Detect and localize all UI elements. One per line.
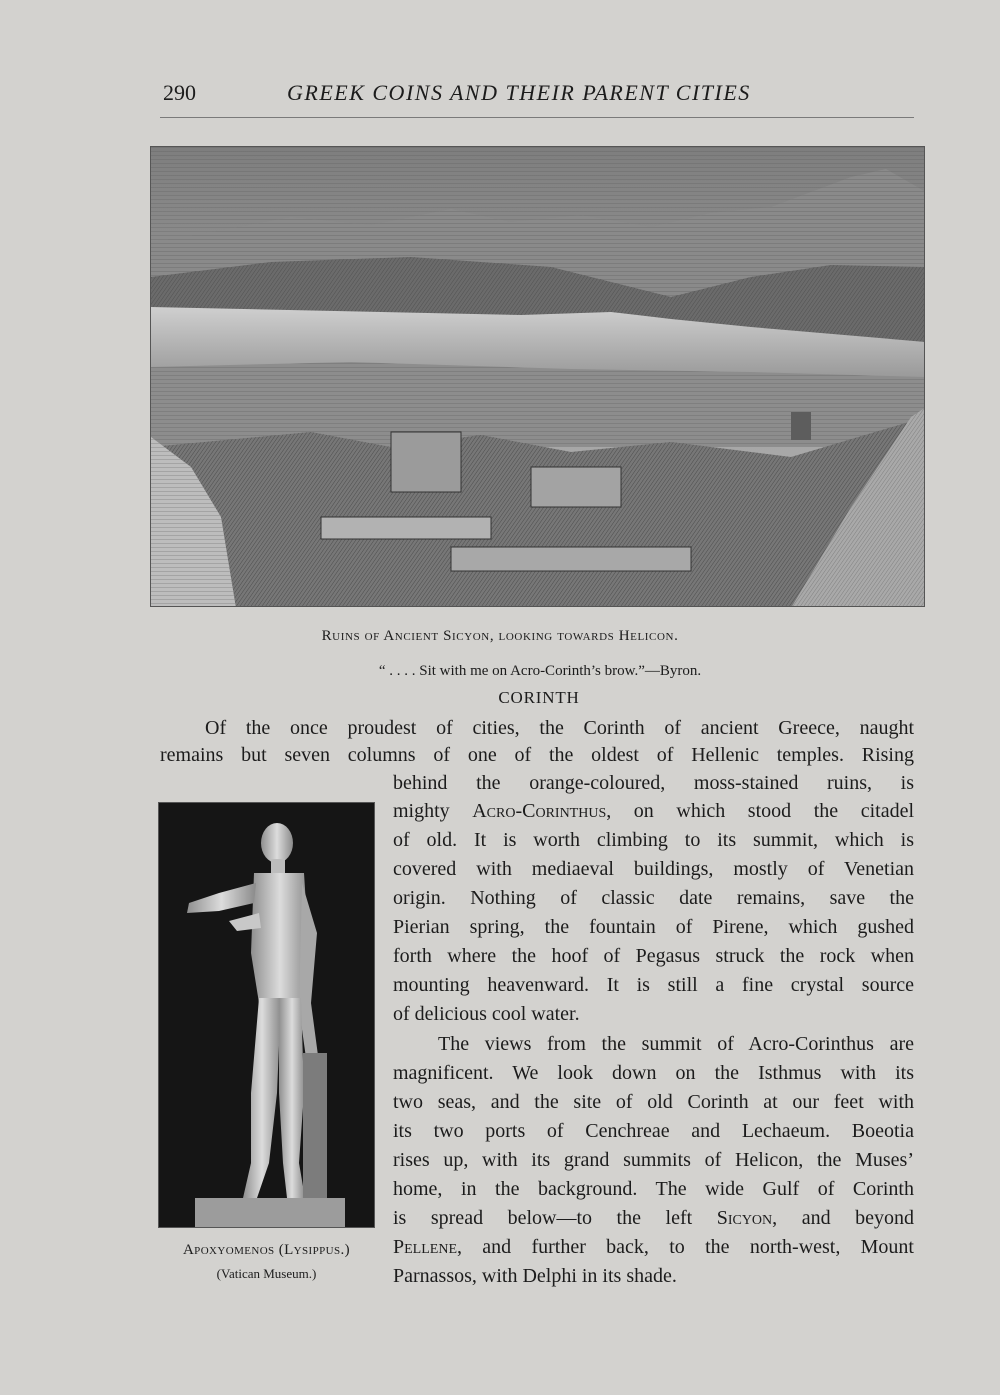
statue-photo xyxy=(158,802,375,1228)
body-line: of old. It is worth climbing to its summit, which is xyxy=(393,829,914,851)
byron-quote: “ . . . . Sit with me on Acro-Corinth’s brow.”—Byron. xyxy=(378,663,702,679)
statue-location: (Vatican Museum.) xyxy=(216,1266,317,1281)
body-text: mighty xyxy=(393,800,473,822)
body-line: remains but seven columns of one of the oldest of Hellenic temples. Rising xyxy=(160,744,914,766)
body-text: , and beyond xyxy=(772,1207,914,1229)
body-line: rises up, with its grand summits of Helicon, the Muses’ xyxy=(393,1149,914,1171)
sicyon-smallcaps: Sicyon xyxy=(716,1207,773,1229)
body-line: Pierian spring, the fountain of Pirene, which gushed xyxy=(393,916,914,938)
body-line: magnificent. We look down on the Isthmus with its xyxy=(393,1062,914,1084)
body-line: Parnassos, with Delphi in its shade. xyxy=(393,1265,677,1287)
body-text: , on which stood the citadel xyxy=(606,800,915,822)
engraving-caption: Ruins of Ancient Sicyon, looking towards Helicon. xyxy=(321,628,679,644)
body-line: home, in the background. The wide Gulf of Corinth xyxy=(393,1178,914,1200)
header-rule xyxy=(160,117,914,118)
body-line xyxy=(393,1205,914,1231)
body-line: two seas, and the site of old Corinth at our feet with xyxy=(393,1091,914,1113)
running-head: GREEK COINS AND THEIR PARENT CITIES xyxy=(287,80,751,105)
body-line: Of the once proudest of cities, the Corinth of ancient Greece, naught xyxy=(205,717,914,739)
page-number: 290 xyxy=(163,80,196,105)
acro-corinthus-smallcaps: Acro-Corinthus xyxy=(472,800,607,822)
body-line: origin. Nothing of classic date remains, save the xyxy=(393,887,914,909)
body-text: , and further back, to the north-west, Mount xyxy=(457,1236,914,1258)
section-heading: CORINTH xyxy=(498,688,580,707)
body-line: forth where the hoof of Pegasus struck the rock when xyxy=(393,945,914,967)
statue-caption: Apoxyomenos (Lysippus.) xyxy=(182,1242,351,1258)
body-line: behind the orange-coloured, moss-stained ruins, is xyxy=(393,772,914,794)
sicyon-engraving xyxy=(150,146,925,607)
pellene-smallcaps: Pellene xyxy=(393,1236,457,1258)
body-line: covered with mediaeval buildings, mostly of Venetian xyxy=(393,858,914,880)
body-line: its two ports of Cenchreae and Lechaeum. Boeotia xyxy=(393,1120,914,1142)
body-line: of delicious cool water. xyxy=(393,1003,580,1025)
body-line xyxy=(393,798,914,824)
body-line: mounting heavenward. It is still a fine crystal source xyxy=(393,974,914,996)
body-line xyxy=(393,1234,914,1260)
body-text: is spread below—to the left xyxy=(393,1207,717,1229)
body-line: The views from the summit of Acro-Corinthus are xyxy=(438,1033,914,1055)
